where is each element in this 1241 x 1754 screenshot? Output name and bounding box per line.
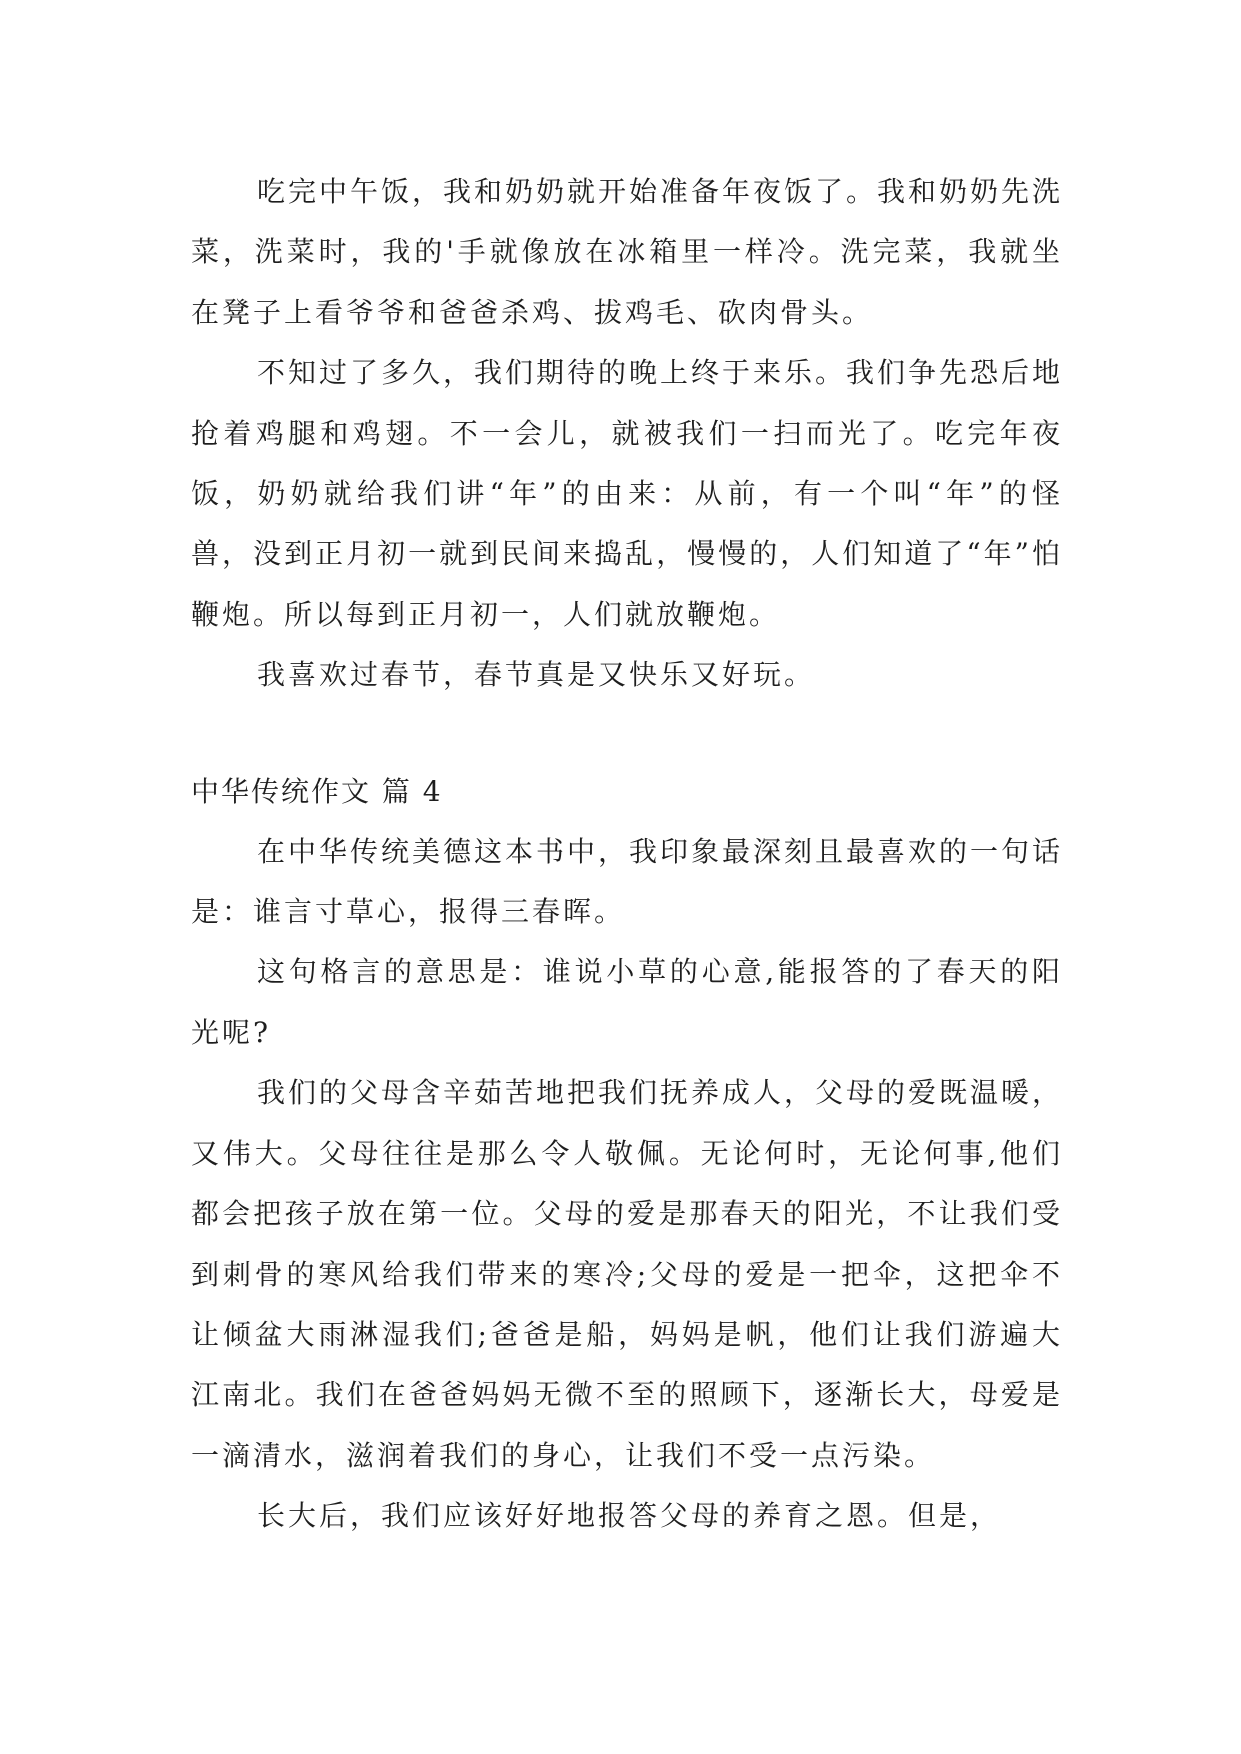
paragraph: 不知过了多久，我们期待的晚上终于来乐。我们争先恐后地抢着鸡腿和鸡翅。不一会儿，就被我们一扫而光了。吃完年夜饭，奶奶就给我们讲“年”的由来：从前，有一个叫“年”的怪兽，没到正月初一就到民间来捣乱，慢慢的，人们知道了“年”怕鞭炮。所以每到正月初一，人们就放鞭炮。 bbox=[191, 356, 1064, 631]
paragraph: 这句格言的意思是：谁说小草的心意,能报答的了春天的阳光呢? bbox=[191, 955, 1063, 1049]
section-heading: 中华传统作文 篇 4 bbox=[191, 774, 443, 808]
paragraph: 在中华传统美德这本书中，我印象最深刻且最喜欢的一句话是：谁言寸草心，报得三春晖。 bbox=[191, 834, 1064, 929]
paragraph: 长大后，我们应该好好地报答父母的养育之恩。但是， bbox=[257, 1499, 1002, 1533]
document-body bbox=[191, 162, 1063, 1547]
paragraph: 我们的父母含辛茹苦地把我们抚养成人，父母的爱既温暖，又伟大。父母往往是那么令人敬佩。无论何时，无论何事,他们都会把孩子放在第一位。父母的爱是那春天的阳光，不让我们受到刺骨的寒风给我们带来的寒冷;父母的爱是一把伞，这把伞不让倾盆大雨淋湿我们;爸爸是船，妈妈是帆，他们让我们游遍大江南北。我们在爸爸妈妈无微不至的照顾下，逐渐长大，母爱是一滴清水，滋润着我们的身心，让我们不受一点污染。 bbox=[191, 1076, 1064, 1472]
paragraph: 吃完中午饭，我和奶奶就开始准备年夜饭了。我和奶奶先洗菜，洗菜时，我的'手就像放在冰箱里一样冷。洗完菜，我就坐在凳子上看爷爷和爸爸杀鸡、拔鸡毛、砍肉骨头。 bbox=[191, 175, 1064, 329]
paragraph: 我喜欢过春节，春节真是又快乐又好玩。 bbox=[257, 658, 816, 692]
